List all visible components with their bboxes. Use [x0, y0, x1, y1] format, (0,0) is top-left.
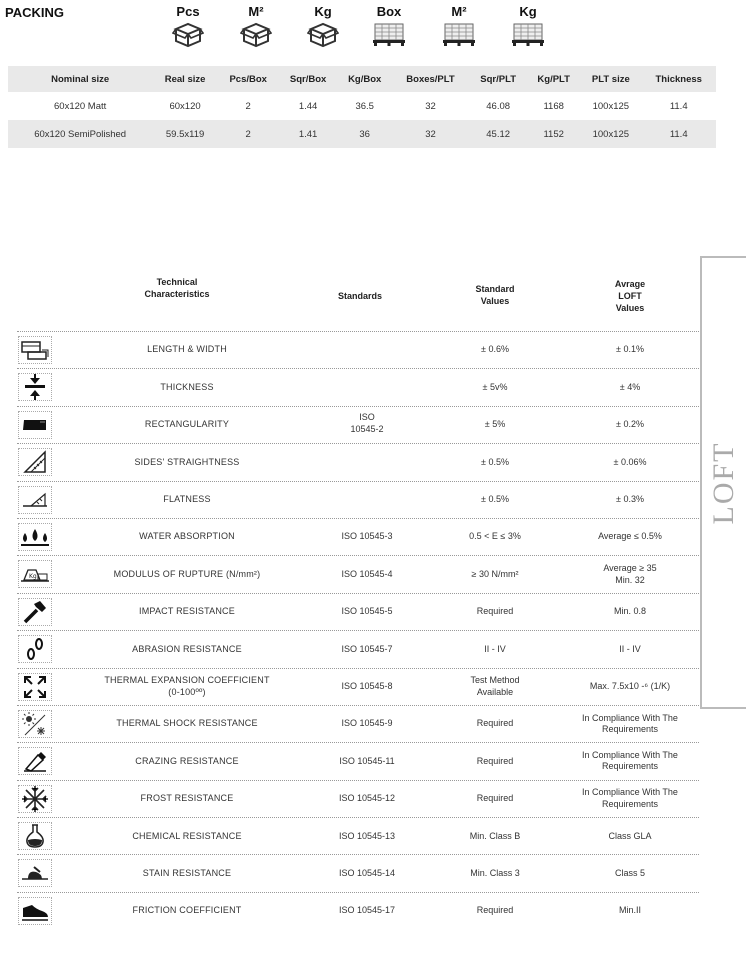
tech-standard: ISO 10545-12 [338, 793, 396, 804]
tech-average-value: ± 0.3% [616, 494, 644, 504]
packing-header-cell: Kg/PLT [527, 66, 580, 92]
tech-average-value: In Compliance With The Requirements [582, 787, 678, 809]
box-icon [163, 20, 213, 48]
pallet-icon [434, 20, 484, 48]
tech-standard: ISO 10545-17 [338, 905, 396, 916]
packing-header-cell: Sqr/Box [279, 66, 338, 92]
tech-row [17, 780, 699, 817]
packing-cell: 100x125 [592, 100, 630, 112]
packing-pallet-icon-4 [434, 4, 484, 48]
tech-standard-value: Min. Class B [469, 830, 521, 841]
tech-characteristic: ABRASION RESISTANCE [132, 643, 242, 654]
tech-characteristic: FLATNESS [163, 494, 211, 504]
packing-icon-label: Kg [314, 4, 332, 19]
tech-average-value: Average ≥ 35 Min. 32 [603, 563, 657, 585]
packing-cell: 1152 [527, 120, 580, 148]
packing-cell: 1.41 [279, 120, 338, 148]
tech-row [17, 854, 699, 891]
packing-header-cell: Sqr/PLT [469, 66, 527, 92]
crazing-icon [18, 747, 52, 775]
tech-average-value: ± 0.06% [613, 456, 647, 467]
thickness-icon [18, 373, 52, 401]
tech-characteristic: WATER ABSORPTION [139, 531, 235, 542]
tech-characteristic: THERMAL EXPANSION COEFFICIENT (0-100ºº) [104, 675, 270, 697]
tech-average-value: In Compliance With The Requirements [582, 712, 678, 735]
packing-header-cell: Pcs/Box [218, 66, 279, 92]
packing-cell: 1.44 [298, 100, 318, 112]
tech-standard-value: Required [476, 793, 514, 804]
tech-average-value: In Compliance With The Requirements [582, 749, 678, 772]
tech-standard: ISO 10545-4 [341, 568, 393, 579]
tech-standard: ISO 10545-11 [339, 755, 395, 766]
rectangularity-icon [18, 411, 52, 439]
packing-box-icon-0 [163, 4, 213, 48]
flask-icon [18, 822, 52, 850]
packing-cell: 59.5x119 [152, 120, 218, 148]
tech-standard-value: II - IV [484, 643, 506, 654]
box-icon [298, 20, 348, 48]
tech-characteristic: FRICTION COEFFICIENT [132, 905, 242, 916]
water-drops-icon [18, 523, 52, 551]
merged-standard: ISO 10545-2 [350, 411, 384, 434]
packing-cell: 32 [392, 120, 469, 148]
packing-header-cell: Nominal size [8, 66, 152, 92]
tech-characteristic: SIDES' STRAIGHTNESS [134, 456, 240, 467]
packing-icon-label: Box [376, 4, 402, 19]
tech-row [17, 593, 699, 630]
tech-standard-value: Required [476, 755, 514, 766]
tech-row [17, 668, 699, 705]
tech-row [17, 368, 699, 405]
tech-row [17, 443, 699, 480]
svg-text:Kg: Kg [29, 573, 37, 581]
tech-characteristic: LENGTH & WIDTH [147, 344, 227, 355]
header-standard-values: Standard Values [475, 284, 515, 306]
packing-cell: 2 [245, 100, 251, 112]
snowflake-icon [18, 785, 52, 813]
packing-header-cell: Kg/Box [338, 66, 392, 92]
tech-standard: ISO 10545-9 [341, 718, 393, 729]
weight-icon [18, 560, 52, 588]
side-label-box [700, 256, 746, 709]
packing-header-cell: Real size [152, 66, 218, 92]
shoe-icon [18, 897, 52, 925]
packing-table [8, 66, 716, 148]
hammer-icon [18, 598, 52, 626]
tech-standard-value: Min. Class 3 [470, 867, 520, 878]
tech-standard: ISO 10545-7 [341, 643, 393, 654]
packing-icon-label: Kg [519, 4, 537, 19]
tech-row [17, 518, 699, 555]
tech-characteristic: THICKNESS [160, 381, 214, 392]
straightness-icon [18, 448, 52, 476]
packing-cell: 46.08 [486, 100, 511, 112]
tech-row [17, 555, 699, 592]
tech-row [17, 817, 699, 854]
tech-characteristic: RECTANGULARITY [144, 419, 230, 430]
tech-characteristic: CRAZING RESISTANCE [135, 755, 239, 766]
length-width-icon [18, 336, 52, 364]
packing-cell: 11.4 [641, 120, 716, 148]
tech-characteristic: CHEMICAL RESISTANCE [132, 830, 242, 841]
tech-standard-value: Required [476, 606, 514, 617]
tech-standard-value: ± 0.5% [481, 494, 509, 504]
header-characteristics: Technical Characteristics [144, 277, 210, 299]
packing-cell: 60x120 SemiPolished [8, 120, 152, 148]
tech-standard-value: Test Method Available [470, 675, 520, 697]
tech-standard: ISO 10545-14 [338, 867, 396, 878]
tech-characteristic: STAIN RESISTANCE [142, 867, 232, 878]
packing-row [8, 120, 716, 148]
packing-header-cell: Boxes/PLT [392, 66, 469, 92]
stain-icon [18, 859, 52, 887]
tech-standard-value: ± 0.6% [481, 344, 509, 355]
side-label: LOFT [707, 441, 740, 524]
tech-average-value: Class GLA [608, 830, 652, 841]
tech-average-value: Min.II [618, 905, 641, 916]
tech-average-value: II - IV [619, 643, 641, 654]
tech-row [17, 630, 699, 667]
tech-standard: ISO 10545-13 [338, 830, 396, 841]
header-standards: Standards [337, 291, 382, 301]
packing-title: PACKING [5, 5, 64, 20]
packing-icon-label: Pcs [176, 4, 200, 19]
tech-characteristic: IMPACT RESISTANCE [139, 606, 235, 617]
tech-standard-value: 0.5 < E ≤ 3% [469, 531, 521, 542]
tech-standard-value: ± 5v% [482, 381, 508, 392]
tech-average-value: Average ≤ 0.5% [598, 531, 662, 542]
packing-row [8, 92, 716, 120]
tech-standard: ISO 10545-3 [341, 531, 393, 542]
expand-arrows-icon [18, 673, 52, 701]
packing-box-icon-1 [231, 4, 281, 48]
packing-icon-label: M² [451, 4, 467, 19]
box-icon [231, 20, 281, 48]
packing-cell: 2 [218, 120, 279, 148]
packing-cell: 36.5 [355, 100, 374, 112]
packing-cell: 60x120 [169, 100, 201, 112]
flatness-icon [18, 486, 52, 514]
packing-cell: 11.4 [669, 100, 688, 112]
packing-cell: 45.12 [469, 120, 527, 148]
pallet-icon [364, 20, 414, 48]
tech-standard-value: ≥ 30 N/mm² [471, 568, 519, 579]
packing-pallet-icon-3 [364, 4, 414, 48]
tech-characteristic: THERMAL SHOCK RESISTANCE [116, 718, 258, 729]
sun-snow-icon [18, 710, 52, 738]
packing-cell: 60x120 Matt [54, 100, 107, 112]
tech-standard-value: ± 5% [484, 419, 506, 430]
tech-average-value: ± 0.1% [616, 344, 644, 355]
packing-box-icon-2 [298, 4, 348, 48]
tech-average-value: ± 0.2% [616, 419, 644, 430]
packing-cell: 36 [338, 120, 392, 148]
tech-row [17, 481, 699, 518]
packing-header-cell: Thickness [641, 66, 716, 92]
tech-average-value: Max. 7.5x10 -⁶ (1/K) [589, 680, 671, 691]
packing-cell: 100x125 [580, 120, 641, 148]
packing-icon-label: M² [248, 4, 264, 19]
tech-row [17, 705, 699, 742]
tech-row [17, 331, 699, 368]
technical-table [17, 331, 699, 929]
tech-average-value: ± 4% [619, 381, 641, 392]
tech-average-value: Class 5 [614, 867, 645, 878]
footprints-icon [18, 635, 52, 663]
tech-row [17, 892, 699, 929]
tech-characteristic: MODULUS OF RUPTURE (N/mm²) [113, 568, 261, 579]
tech-standard: ISO 10545-8 [341, 680, 393, 691]
packing-cell: 1168 [543, 100, 564, 112]
tech-standard: ISO 10545-5 [341, 606, 393, 617]
tech-standard-value: Required [476, 718, 514, 729]
packing-pallet-icon-5 [503, 4, 553, 48]
packing-cell: 32 [425, 100, 436, 112]
tech-row [17, 742, 699, 779]
tech-standard-value: Required [476, 905, 514, 916]
tech-characteristic: FROST RESISTANCE [140, 793, 234, 804]
header-average: Avrage LOFT Values [614, 279, 646, 313]
pallet-icon [503, 20, 553, 48]
packing-header-cell: PLT size [580, 66, 641, 92]
tech-standard-value: ± 0.5% [481, 456, 509, 467]
tech-average-value: Min. 0.8 [613, 606, 646, 617]
